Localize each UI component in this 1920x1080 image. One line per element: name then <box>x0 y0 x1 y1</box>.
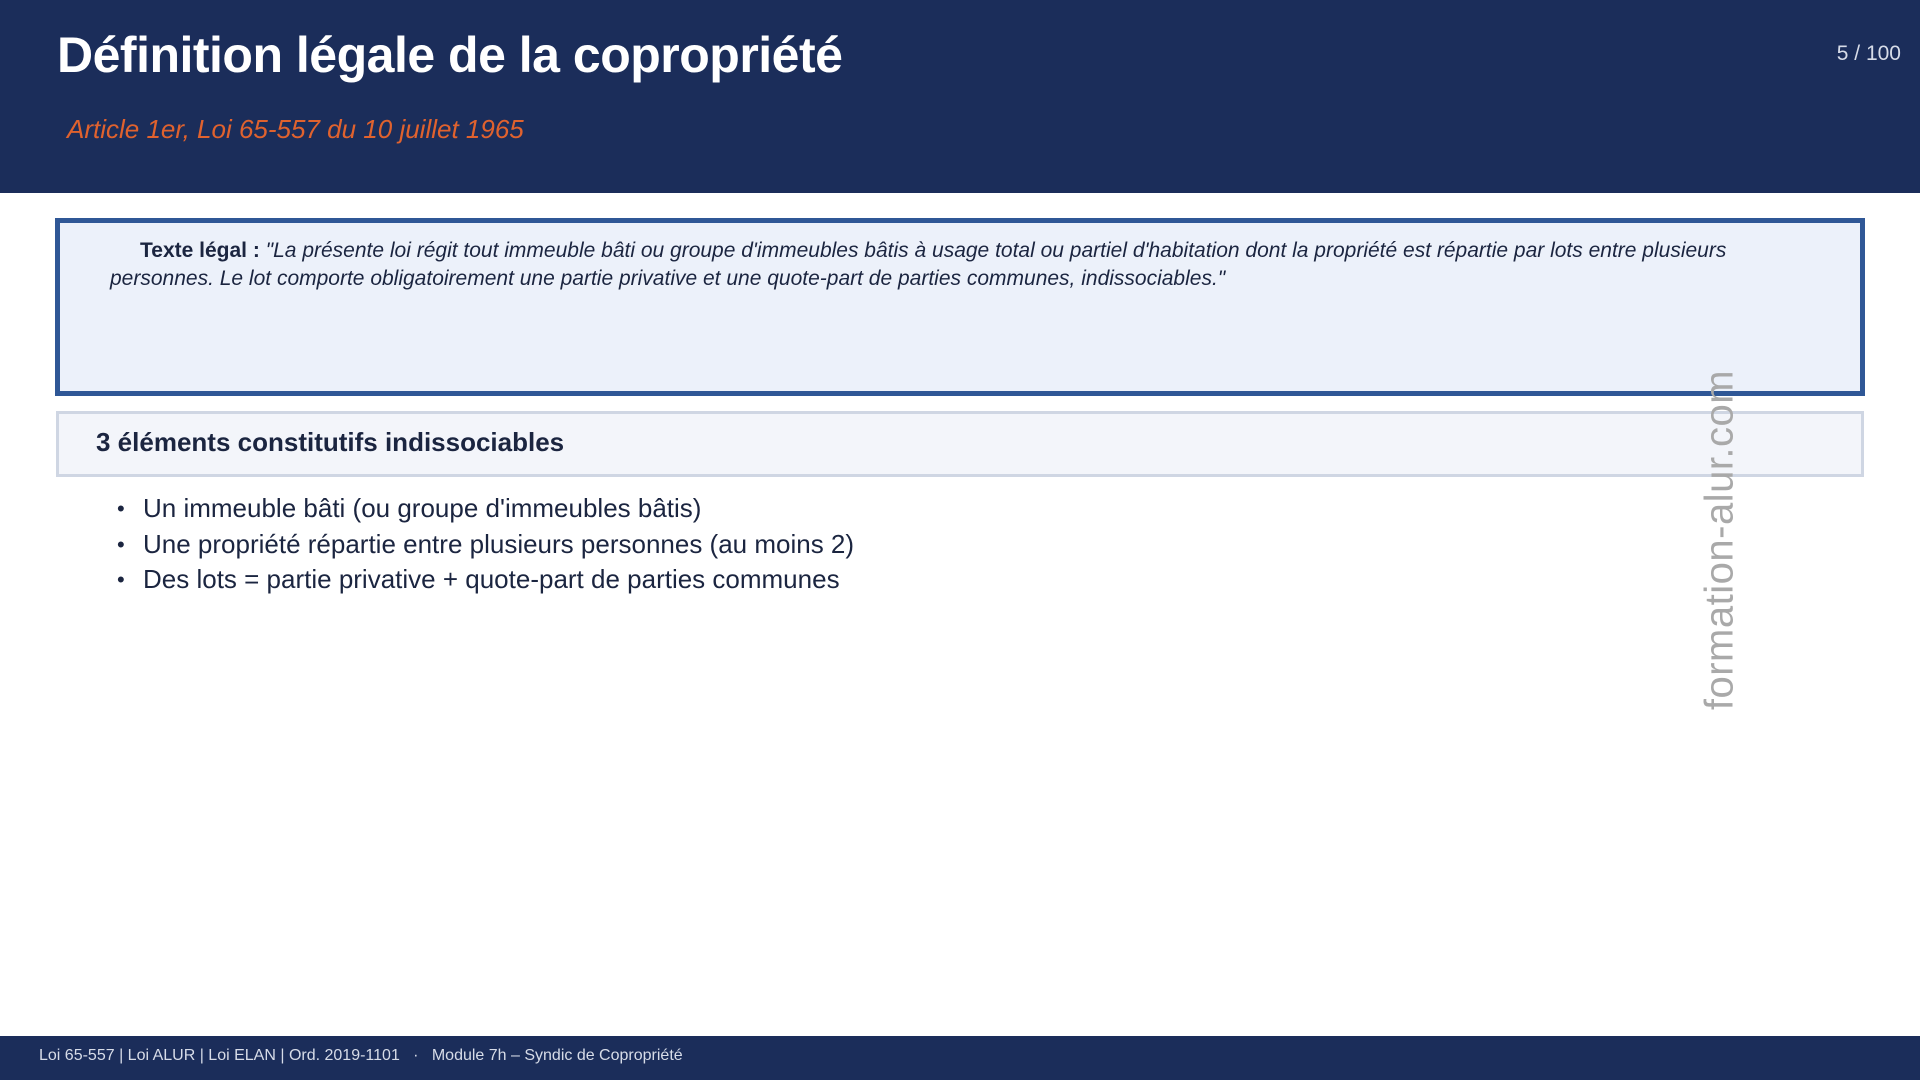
bullet-list <box>117 491 854 598</box>
legal-text-label: Texte légal : <box>140 239 260 262</box>
header-banner <box>0 0 1920 193</box>
section-title: 3 éléments constitutifs indissociables <box>96 427 565 457</box>
slide-subtitle: Article 1er, Loi 65-557 du 10 juillet 1965 <box>67 114 524 144</box>
section-header-box <box>56 411 1864 477</box>
slide-title: Définition légale de la copropriété <box>57 27 843 83</box>
page-number: 5 / 100 <box>1836 42 1901 65</box>
bullet-item: • Des lots = partie privative + quote-part de parties communes <box>117 562 854 598</box>
footer-text: Loi 65-557 | Loi ALUR | Loi ELAN | Ord. 2019-1101 · Module 7h – Syndic de Copropriété <box>39 1047 683 1064</box>
watermark: formation-alur.com <box>1697 369 1742 711</box>
bullet-item: • Une propriété répartie entre plusieurs personnes (au moins 2) <box>117 527 854 563</box>
legal-text-box <box>55 218 1865 396</box>
footer-bar <box>0 1036 1920 1080</box>
legal-text-quote: "La présente loi régit tout immeuble bâti ou groupe d'immeubles bâtis à usage total ou partiel d'habitation dont la propriété est répartie par lots entre plusieurs personnes. Le lot comporte obligatoirement une partie privative et une quote-part de parties communes, indissociables." <box>110 239 1727 290</box>
bullet-item: • Un immeuble bâti (ou groupe d'immeubles bâtis) <box>117 491 854 527</box>
